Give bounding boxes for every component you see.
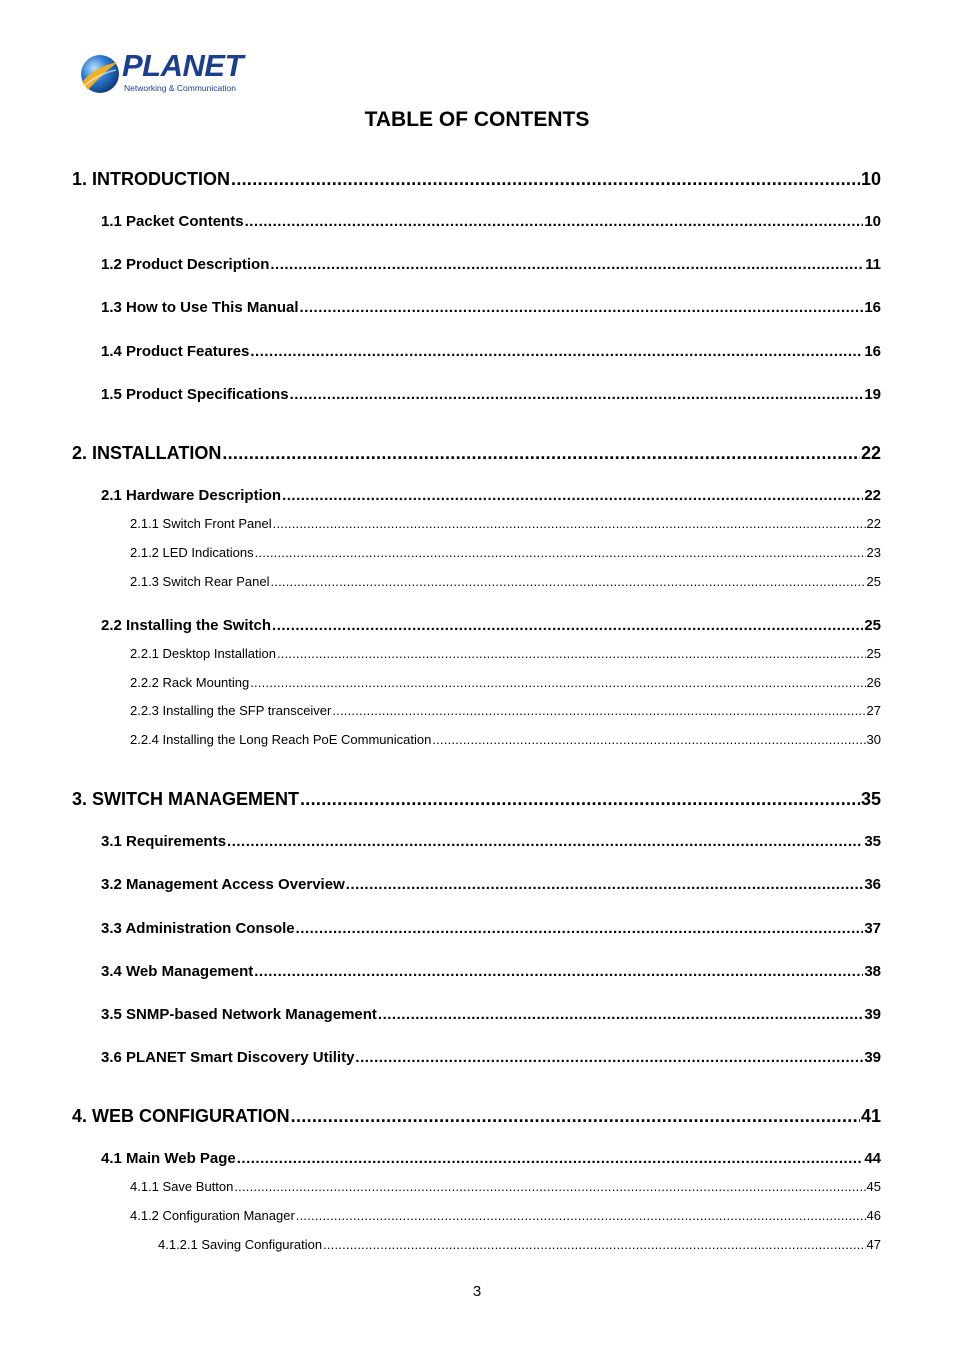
toc-entry-chapter[interactable] [72, 1105, 881, 1127]
logo-brand: PLANET [122, 48, 243, 83]
toc-entry-page: 22 [866, 516, 881, 531]
toc-entry-label: 1.4 Product Features [101, 343, 250, 360]
toc-entry-label: 2.1.2 LED Indications [130, 545, 254, 560]
toc-entry-section[interactable] [101, 256, 881, 274]
dot-leader [355, 1049, 863, 1067]
toc-entry-page: 11 [865, 256, 881, 273]
toc-entry-page: 37 [864, 920, 881, 937]
toc-entry-label: 1. INTRODUCTION [72, 169, 231, 189]
toc-entry-section[interactable] [101, 1049, 881, 1067]
toc-entry-subsubsection[interactable] [158, 1237, 881, 1253]
dot-leader [296, 920, 864, 938]
toc-entry-label: 3.5 SNMP-based Network Management [101, 1006, 377, 1023]
dot-leader [237, 1150, 864, 1168]
toc-entry-section[interactable] [101, 617, 881, 635]
toc-entry-label: 4.1.2 Configuration Manager [130, 1208, 295, 1223]
dot-leader [282, 487, 863, 505]
dot-leader [250, 343, 863, 361]
toc-entry-page: 22 [864, 487, 881, 504]
toc-entry-label: 2.1.1 Switch Front Panel [130, 516, 272, 531]
toc-entry-subsection[interactable] [130, 732, 881, 748]
toc-entry-page: 45 [866, 1179, 881, 1194]
toc-entry-label: 2.1 Hardware Description [101, 487, 282, 504]
toc-entry-section[interactable] [101, 343, 881, 361]
toc-entry-page: 10 [860, 169, 881, 189]
toc-entry-page: 39 [864, 1049, 881, 1066]
dot-leader [346, 876, 864, 894]
toc-entry-chapter[interactable] [72, 168, 881, 190]
toc-entry-subsection[interactable] [130, 545, 881, 561]
toc-entry-label: 2.2.1 Desktop Installation [130, 646, 276, 661]
toc-entry-subsection[interactable] [130, 703, 881, 719]
toc-entry-label: 2.2.2 Rack Mounting [130, 675, 250, 690]
dot-leader [231, 168, 860, 190]
toc-entry-section[interactable] [101, 833, 881, 851]
page-number: 3 [472, 1283, 482, 1300]
dot-leader [227, 833, 863, 851]
toc-entry-page: 22 [860, 443, 881, 463]
toc-entry-section[interactable] [101, 1150, 881, 1168]
toc-entry-label: 2.2.3 Installing the SFP transceiver [130, 703, 332, 718]
dot-leader [245, 213, 864, 231]
toc-entry-label: 3.6 PLANET Smart Discovery Utility [101, 1049, 355, 1066]
toc-entry-subsection[interactable] [130, 574, 881, 590]
toc-entry-section[interactable] [101, 213, 881, 231]
dot-leader [300, 788, 860, 810]
toc-entry-section[interactable] [101, 1006, 881, 1024]
toc-entry-subsection[interactable] [130, 1179, 881, 1195]
dot-leader [272, 617, 863, 635]
toc-entry-page: 35 [864, 833, 881, 850]
toc-entry-chapter[interactable] [72, 788, 881, 810]
dot-leader [332, 703, 865, 719]
toc-entry-label: 2.2.4 Installing the Long Reach PoE Communication [130, 732, 432, 747]
toc-entry-page: 19 [864, 386, 881, 403]
toc-entry-section[interactable] [101, 487, 881, 505]
dot-leader [290, 386, 864, 404]
dot-leader [273, 516, 866, 532]
toc-entry-page: 39 [864, 1006, 881, 1023]
toc-entry-label: 3. SWITCH MANAGEMENT [72, 789, 299, 809]
toc-entry-page: 36 [864, 876, 881, 893]
toc-entry-label: 1.3 How to Use This Manual [101, 299, 299, 316]
toc-entry-label: 2.2 Installing the Switch [101, 617, 272, 634]
toc-entry-page: 10 [864, 213, 881, 230]
toc-entry-label: 1.2 Product Description [101, 256, 270, 273]
toc-entry-page: 35 [860, 789, 881, 809]
toc-entry-page: 30 [866, 732, 881, 747]
toc-entry-page: 27 [866, 703, 881, 718]
dot-leader [323, 1237, 865, 1253]
toc-entry-label: 3.1 Requirements [101, 833, 227, 850]
toc-entry-page: 38 [864, 963, 881, 980]
toc-entry-subsection[interactable] [130, 1208, 881, 1224]
dot-leader [234, 1179, 865, 1195]
toc-entry-label: 2.1.3 Switch Rear Panel [130, 574, 270, 589]
toc-entry-page: 44 [864, 1150, 881, 1167]
toc-entry-label: 2. INSTALLATION [72, 443, 222, 463]
toc-entry-page: 16 [864, 343, 881, 360]
dot-leader [378, 1006, 863, 1024]
toc-entry-page: 25 [864, 617, 881, 634]
toc-entry-page: 47 [866, 1237, 881, 1252]
toc-entry-page: 46 [866, 1208, 881, 1223]
toc-entry-section[interactable] [101, 920, 881, 938]
dot-leader [296, 1208, 866, 1224]
toc-entry-subsection[interactable] [130, 516, 881, 532]
page-title: TABLE OF CONTENTS [364, 108, 590, 131]
toc-entry-label: 4.1.2.1 Saving Configuration [158, 1237, 323, 1252]
toc-entry-section[interactable] [101, 963, 881, 981]
logo-tagline: Networking & Communication [124, 83, 236, 93]
dot-leader [277, 646, 866, 662]
dot-leader [300, 299, 864, 317]
toc-entry-subsection[interactable] [130, 675, 881, 691]
toc-entry-label: 4.1 Main Web Page [101, 1150, 236, 1167]
toc-entry-section[interactable] [101, 299, 881, 317]
dot-leader [254, 963, 863, 981]
toc-entry-label: 1.5 Product Specifications [101, 386, 289, 403]
toc-entry-section[interactable] [101, 876, 881, 894]
dot-leader [270, 574, 865, 590]
toc-entry-chapter[interactable] [72, 442, 881, 464]
toc-entry-page: 41 [860, 1106, 881, 1126]
toc-entry-label: 4.1.1 Save Button [130, 1179, 234, 1194]
toc-entry-page: 26 [866, 675, 881, 690]
toc-entry-subsection[interactable] [130, 646, 881, 662]
toc-entry-section[interactable] [101, 386, 881, 404]
toc-entry-page: 23 [866, 545, 881, 560]
dot-leader [222, 442, 860, 464]
dot-leader [255, 545, 866, 561]
dot-leader [291, 1105, 860, 1127]
toc-entry-page: 16 [864, 299, 881, 316]
toc-entry-page: 25 [866, 574, 881, 589]
toc-entry-label: 3.2 Management Access Overview [101, 876, 345, 893]
toc-entry-label: 4. WEB CONFIGURATION [72, 1106, 290, 1126]
dot-leader [270, 256, 864, 274]
toc-entry-label: 3.3 Administration Console [101, 920, 295, 937]
toc-entry-label: 3.4 Web Management [101, 963, 254, 980]
dot-leader [432, 732, 865, 748]
toc-entry-page: 25 [866, 646, 881, 661]
dot-leader [250, 675, 865, 691]
toc-entry-label: 1.1 Packet Contents [101, 213, 244, 230]
